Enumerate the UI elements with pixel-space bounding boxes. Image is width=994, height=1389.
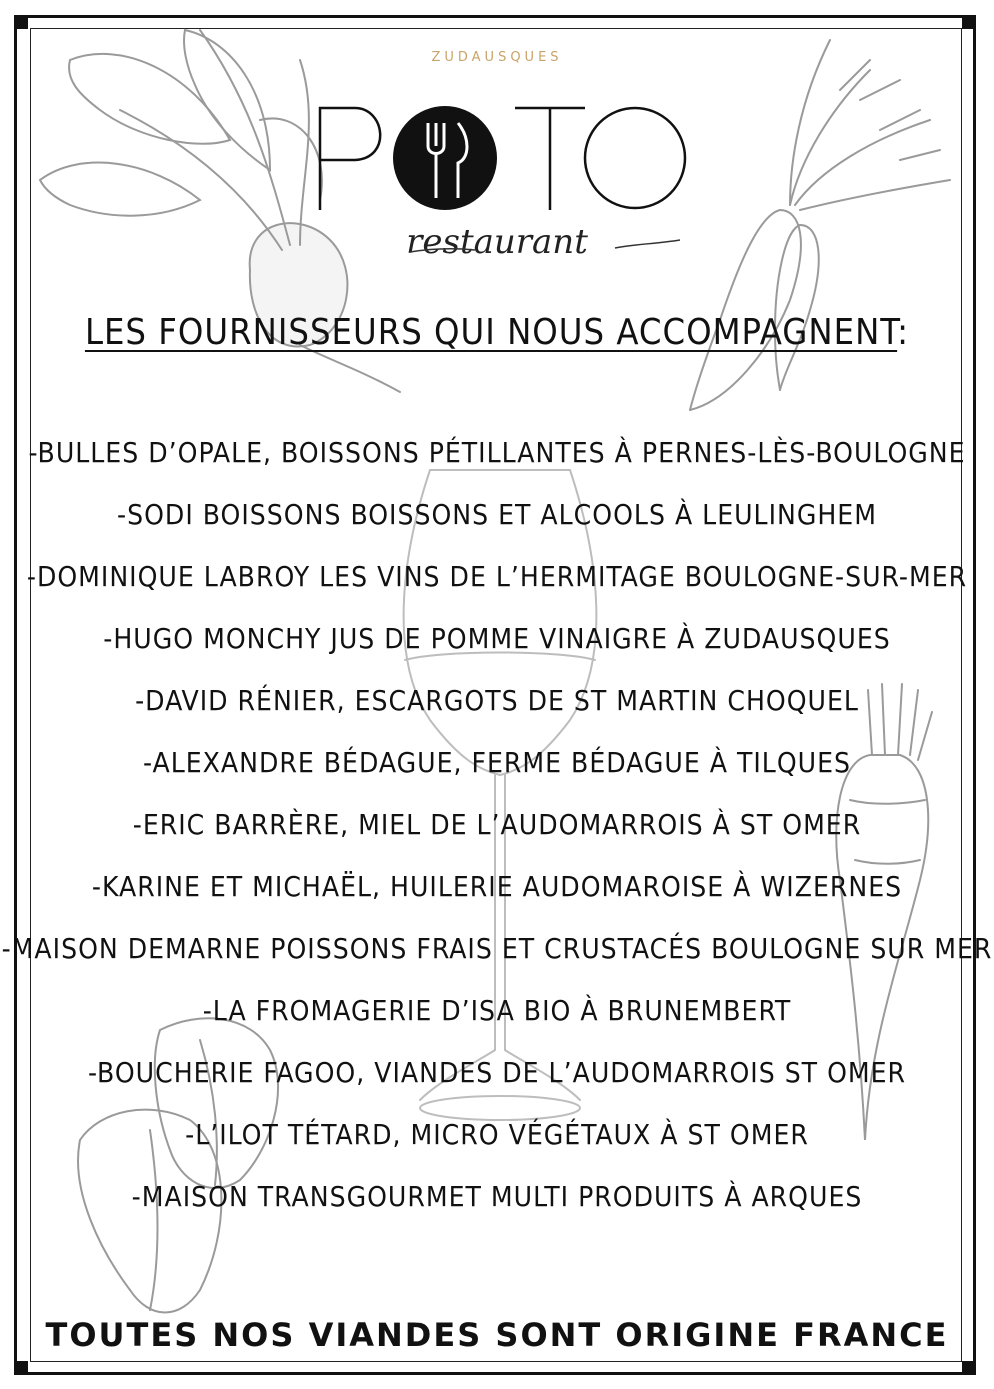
list-item: -HUGO MONCHY JUS DE POMME VINAIGRE À ZUDAUSQUES	[103, 622, 891, 655]
page-title	[0, 312, 994, 353]
list-item: -SODI BOISSONS BOISSONS ET ALCOOLS À LEULINGHEM	[117, 498, 877, 531]
list-item: -BULLES D’OPALE, BOISSONS PÉTILLANTES À PERNES-LÈS-BOULOGNE	[28, 436, 966, 469]
list-item: -DAVID RÉNIER, ESCARGOTS DE ST MARTIN CHOQUEL	[135, 684, 859, 717]
logo	[310, 98, 690, 218]
list-item: -MAISON DEMARNE POISSONS FRAIS ET CRUSTACÉS BOULOGNE SUR MER	[1, 932, 993, 965]
logo-mark	[310, 98, 690, 218]
list-item: -MAISON TRANSGOURMET MULTI PRODUITS À ARQUES	[131, 1180, 863, 1213]
list-item: -ALEXANDRE BÉDAGUE, FERME BÉDAGUE À TILQUES	[143, 746, 851, 779]
flourish-icon	[405, 230, 685, 260]
page-title-colon: :	[897, 312, 910, 353]
list-item: -DOMINIQUE LABROY LES VINS DE L’HERMITAGE BOULOGNE-SUR-MER	[26, 560, 968, 593]
logo-subtitle: restaurant	[406, 222, 588, 262]
footer-statement: TOUTES NOS VIANDES SONT ORIGINE FRANCE	[45, 1316, 949, 1354]
list-item: -KARINE ET MICHAËL, HUILERIE AUDOMAROISE À WIZERNES	[91, 870, 903, 903]
brand-location: ZUDAUSQUES	[431, 50, 563, 65]
list-item: -L’ILOT TÉTARD, MICRO VÉGÉTAUX À ST OMER	[185, 1118, 809, 1151]
list-item: -ERIC BARRÈRE, MIEL DE L’AUDOMARROIS À ST OMER	[132, 808, 862, 841]
list-item: -LA FROMAGERIE D’ISA BIO À BRUNEMBERT	[202, 994, 792, 1027]
page-title-text: LES FOURNISSEURS QUI NOUS ACCOMPAGNENT	[84, 312, 898, 353]
plate-icon	[393, 106, 497, 210]
list-item: -BOUCHERIE FAGOO, VIANDES DE L’AUDOMARROIS ST OMER	[87, 1056, 907, 1089]
supplier-list	[0, 430, 994, 1236]
